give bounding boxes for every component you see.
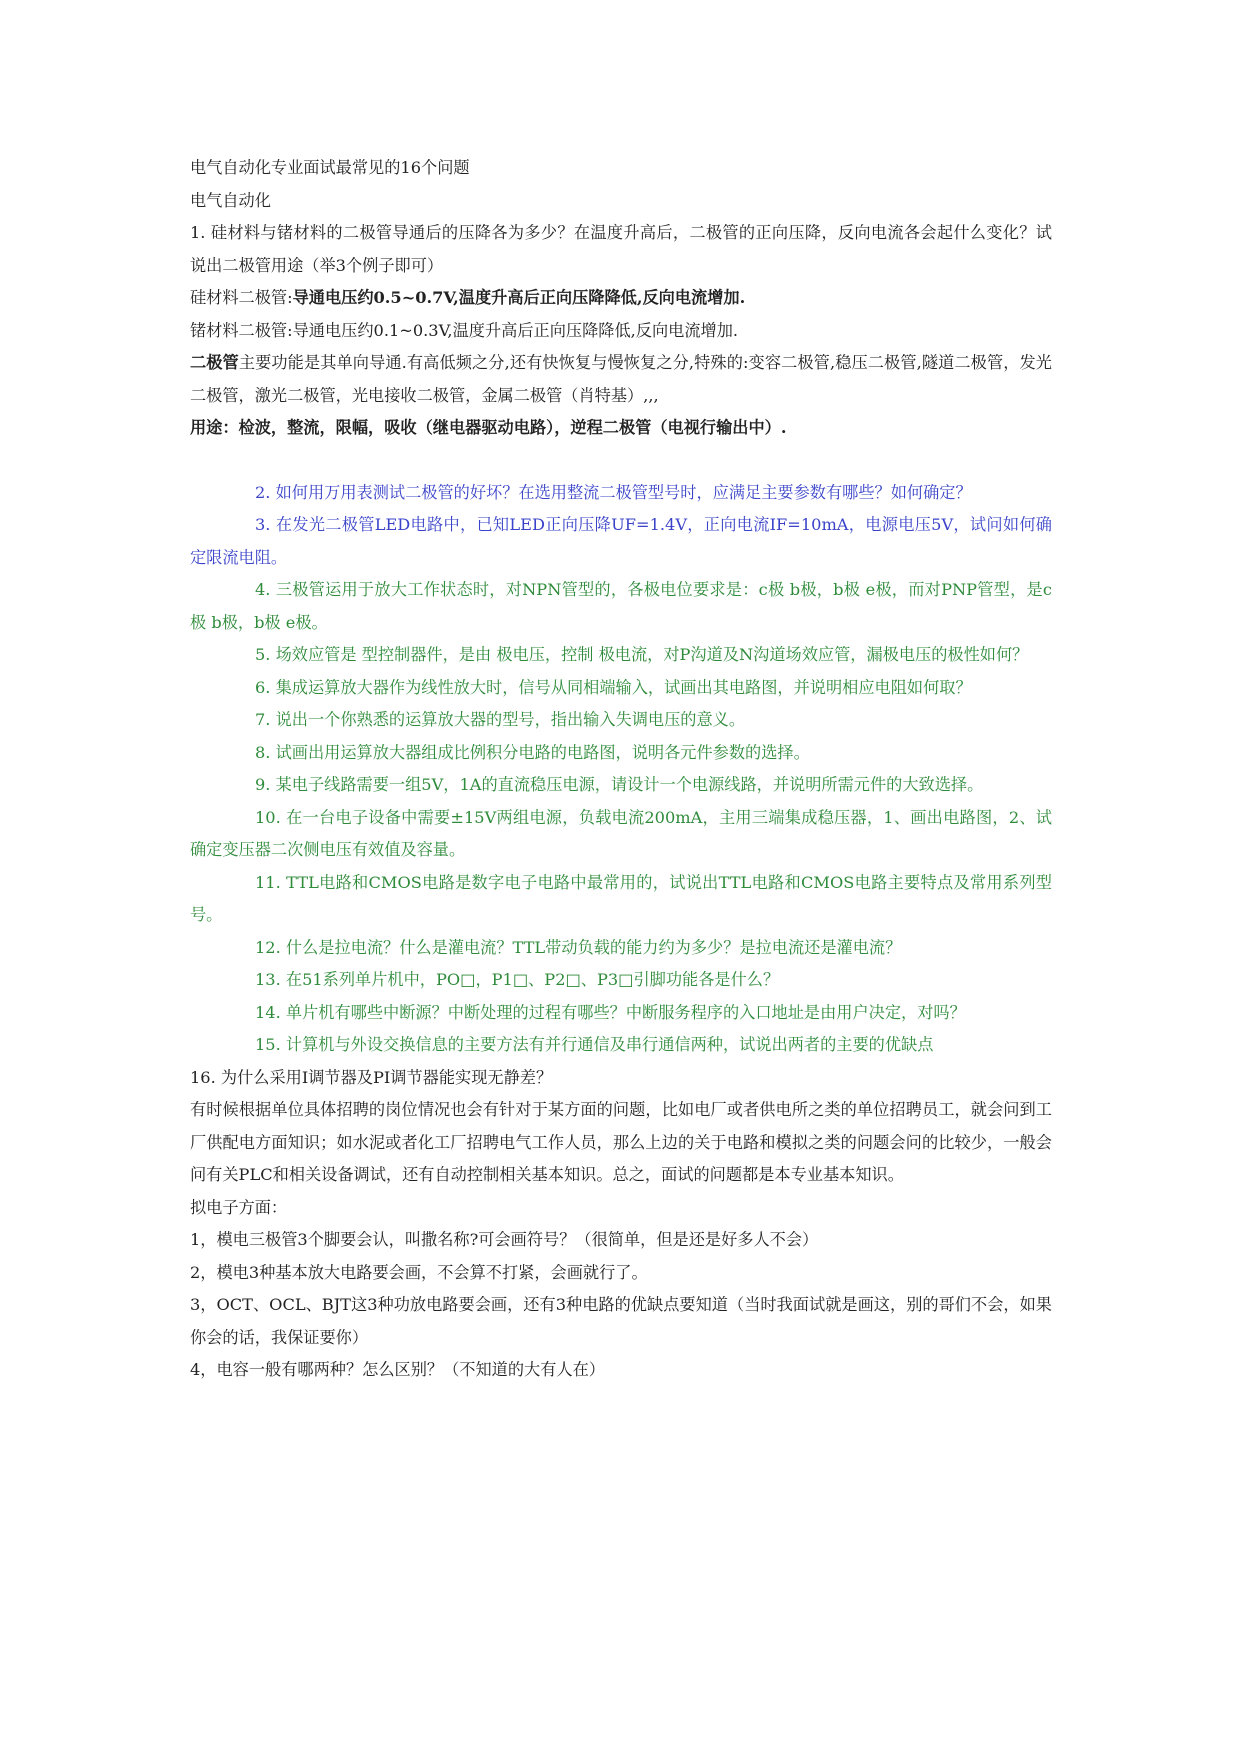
analog-list [190, 1224, 1052, 1387]
silicon-diode-label: 硅材料二极管: [190, 288, 293, 307]
document-page [190, 152, 1052, 1387]
analog-item: 3，OCT、OCL、BJT这3种功放电路要会画，还有3种电路的优缺点要知道（当时我面试就是画这，别的哥们不会，如果你会的话，我保证要你） [190, 1295, 1052, 1347]
question-item: 7. 说出一个你熟悉的运算放大器的型号，指出输入失调电压的意义。 [255, 710, 746, 729]
question-item: 9. 某电子线路需要一组5V，1A的直流稳压电源，请设计一个电源线路，并说明所需元件的大致选择。 [255, 775, 984, 794]
question-item: 2. 如何用万用表测试二极管的好坏？在选用整流二极管型号时，应满足主要参数有哪些？如何确定？ [255, 482, 972, 502]
question-item: 13. 在51系列单片机中，PO□，P1□、P2□、P3□引脚功能各是什么？ [255, 970, 780, 989]
paragraph-gap [190, 445, 1052, 477]
question-16: 16. 为什么采用I调节器及PI调节器能实现无静差？ [190, 1067, 553, 1087]
diode-function-text: 主要功能是其单向导通.有高低频之分,还有快恢复与慢恢复之分,特殊的:变容二极管,稳压二极管,隧道二极管，发光二极管，激光二极管，光电接收二极管，金属二极管（肖特基）,,, [190, 353, 1052, 405]
question-item: 8. 试画出用运算放大器组成比例积分电路的电路图，说明各元件参数的选择。 [255, 742, 810, 762]
silicon-diode-answer [190, 282, 1052, 315]
question-item: 10. 在一台电子设备中需要±15V两组电源，负载电流200mA，主用三端集成稳压器，1、画出电路图，2、试确定变压器二次侧电压有效值及容量。 [190, 807, 1052, 859]
question-1: 1. 硅材料与锗材料的二极管导通后的压降各为多少？在温度升高后，二极管的正向压降，反向电流各会起什么变化？试说出二极管用途（举3个例子即可） [190, 223, 1052, 275]
germanium-diode-answer: 锗材料二极管:导通电压约0.1~0.3V,温度升高后正向压降降低,反向电流增加. [190, 320, 739, 340]
silicon-diode-text: 导通电压约0.5~0.7V,温度升高后正向压降降低,反向电流增加. [292, 288, 746, 307]
diode-function-label: 二极管 [190, 353, 239, 372]
diode-usage-answer: 用途：检波，整流，限幅，吸收（继电器驱动电路），逆程二极管（电视行输出中）. [190, 418, 787, 437]
question-item: 6. 集成运算放大器作为线性放大时，信号从同相端输入，试画出其电路图，并说明相应电阻如何取？ [255, 677, 972, 697]
question-item: 4. 三极管运用于放大工作状态时，对NPN管型的，各极电位要求是：c极 b极，b极 e极，而对PNP管型，是c极 b极，b极 e极。 [190, 580, 1052, 632]
question-item: 12. 什么是拉电流？什么是灌电流？TTL带动负载的能力约为多少？是拉电流还是灌电流？ [255, 937, 902, 957]
question-item: 14. 单片机有哪些中断源？中断处理的过程有哪些？中断服务程序的入口地址是由用户决定，对吗？ [255, 1002, 966, 1022]
diode-function-answer [190, 347, 1052, 412]
question-item: 3. 在发光二极管LED电路中，已知LED正向压降UF=1.4V，正向电流IF=10mA，电源电压5V，试问如何确定限流电阻。 [190, 515, 1052, 567]
analog-item: 4，电容一般有哪两种？怎么区别？（不知道的大有人在） [190, 1360, 605, 1379]
analog-item: 2，模电3种基本放大电路要会画，不会算不打紧，会画就行了。 [190, 1262, 648, 1282]
analog-item: 1，模电三极管3个脚要会认，叫撒名称?可会画符号？（很简单，但是还是好多人不会） [190, 1230, 819, 1249]
question-item: 5. 场效应管是 型控制器件，是由 极电压，控制 极电流，对P沟道及N沟道场效应管，漏极电压的极性如何？ [255, 645, 1029, 664]
question-list [190, 477, 1052, 1062]
interview-note: 有时候根据单位具体招聘的岗位情况也会有针对于某方面的问题，比如电厂或者供电所之类的单位招聘员工，就会问到工厂供配电方面知识；如水泥或者化工厂招聘电气工作人员，那么上边的关于电路和模拟之类的问题会问的比较少，一般会问有关PLC和相关设备调试，还有自动控制相关基本知识。总之，面试的问题都是本专业基本知识。 [190, 1100, 1052, 1184]
analog-heading: 拟电子方面： [190, 1197, 288, 1217]
document-title: 电气自动化专业面试最常见的16个问题 [190, 158, 470, 177]
document-subtitle: 电气自动化 [190, 190, 271, 210]
question-item: 11. TTL电路和CMOS电路是数字电子电路中最常用的，试说出TTL电路和CMOS电路主要特点及常用系列型号。 [190, 872, 1052, 924]
question-item: 15. 计算机与外设交换信息的主要方法有并行通信及串行通信两种，试说出两者的主要的优缺点 [255, 1035, 934, 1054]
